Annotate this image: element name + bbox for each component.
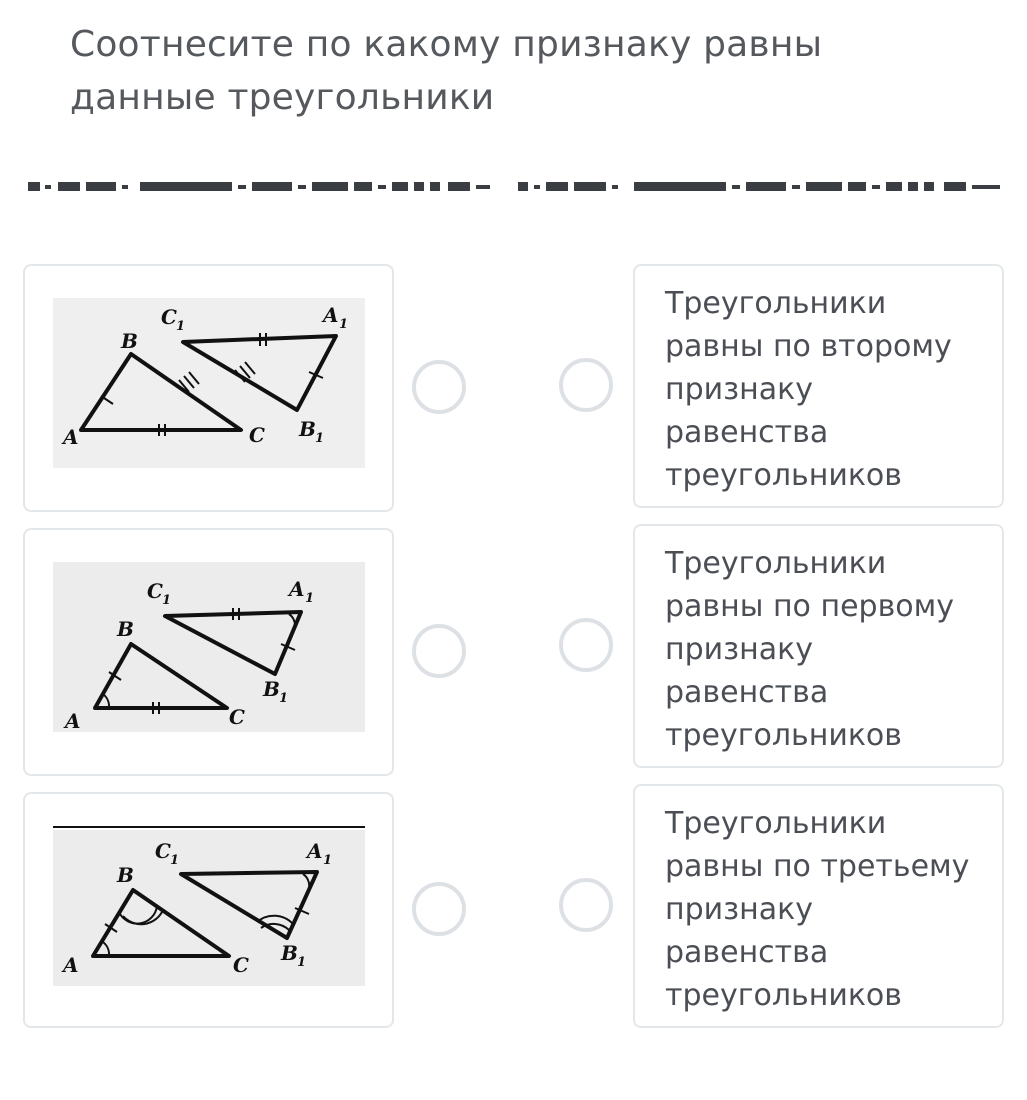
answer-line: равенства bbox=[665, 415, 829, 450]
answer-line: Треугольники bbox=[665, 286, 887, 321]
vertex-label: A bbox=[63, 425, 79, 449]
right-card-3[interactable] bbox=[633, 784, 1004, 1028]
vertex-label: A bbox=[63, 953, 79, 977]
vertex-label: C bbox=[249, 423, 265, 447]
vertex-label: B bbox=[263, 677, 280, 701]
answer-line: равенства bbox=[665, 935, 829, 970]
vertex-index: 1 bbox=[297, 955, 307, 970]
vertex-index: 1 bbox=[176, 319, 186, 334]
vertex-label: B bbox=[117, 617, 134, 641]
answer-line: треугольников bbox=[665, 978, 902, 1013]
answer-line: равенства bbox=[665, 675, 829, 710]
vertex-label: B bbox=[281, 941, 298, 965]
left-card-2[interactable] bbox=[23, 528, 394, 776]
left-radio-3[interactable] bbox=[412, 882, 466, 936]
left-radio-1[interactable] bbox=[412, 360, 466, 414]
question-title bbox=[70, 18, 890, 124]
left-card-1[interactable] bbox=[23, 264, 394, 512]
vertex-label: A bbox=[307, 839, 323, 863]
answer-text bbox=[665, 802, 1002, 1017]
triangles-image-2 bbox=[53, 562, 365, 732]
triangles-image-3 bbox=[53, 826, 365, 986]
vertex-index: 1 bbox=[279, 691, 289, 706]
answer-text bbox=[665, 542, 1002, 757]
left-radio-2[interactable] bbox=[412, 624, 466, 678]
answer-line: треугольников bbox=[665, 718, 902, 753]
vertex-label: C bbox=[229, 705, 245, 729]
dashed-divider bbox=[28, 182, 1000, 191]
right-radio-2[interactable] bbox=[559, 618, 613, 672]
vertex-label: A bbox=[289, 577, 305, 601]
right-card-1[interactable] bbox=[633, 264, 1004, 508]
vertex-label: A bbox=[323, 303, 339, 327]
right-radio-1[interactable] bbox=[559, 358, 613, 412]
vertex-label: B bbox=[121, 329, 138, 353]
right-radio-3[interactable] bbox=[559, 878, 613, 932]
answer-line: признаку bbox=[665, 372, 813, 407]
vertex-index: 1 bbox=[162, 593, 172, 608]
vertex-label: C bbox=[161, 305, 177, 329]
vertex-label: B bbox=[117, 863, 134, 887]
answer-line: равны по третьему bbox=[665, 849, 970, 884]
vertex-label: B bbox=[299, 417, 316, 441]
answer-text bbox=[665, 282, 1002, 497]
answer-line: признаку bbox=[665, 632, 813, 667]
right-card-2[interactable] bbox=[633, 524, 1004, 768]
answer-line: треугольников bbox=[665, 458, 902, 493]
answer-line: равны по первому bbox=[665, 589, 954, 624]
vertex-index: 1 bbox=[339, 317, 349, 332]
vertex-index: 1 bbox=[323, 853, 333, 868]
triangles-image-1 bbox=[53, 298, 365, 468]
vertex-index: 1 bbox=[315, 431, 325, 446]
question-title-line: данные треугольники bbox=[70, 77, 495, 118]
vertex-label: A bbox=[65, 709, 81, 732]
left-card-3[interactable] bbox=[23, 792, 394, 1028]
vertex-label: C bbox=[233, 953, 249, 977]
vertex-index: 1 bbox=[305, 591, 315, 606]
vertex-label: C bbox=[155, 839, 171, 863]
answer-line: Треугольники bbox=[665, 806, 887, 841]
vertex-index: 1 bbox=[170, 853, 180, 868]
answer-line: равны по второму bbox=[665, 329, 952, 364]
answer-line: Треугольники bbox=[665, 546, 887, 581]
answer-line: признаку bbox=[665, 892, 813, 927]
vertex-label: C bbox=[147, 579, 163, 603]
question-title-line: Соотнесите по какому признаку равны bbox=[70, 24, 823, 65]
